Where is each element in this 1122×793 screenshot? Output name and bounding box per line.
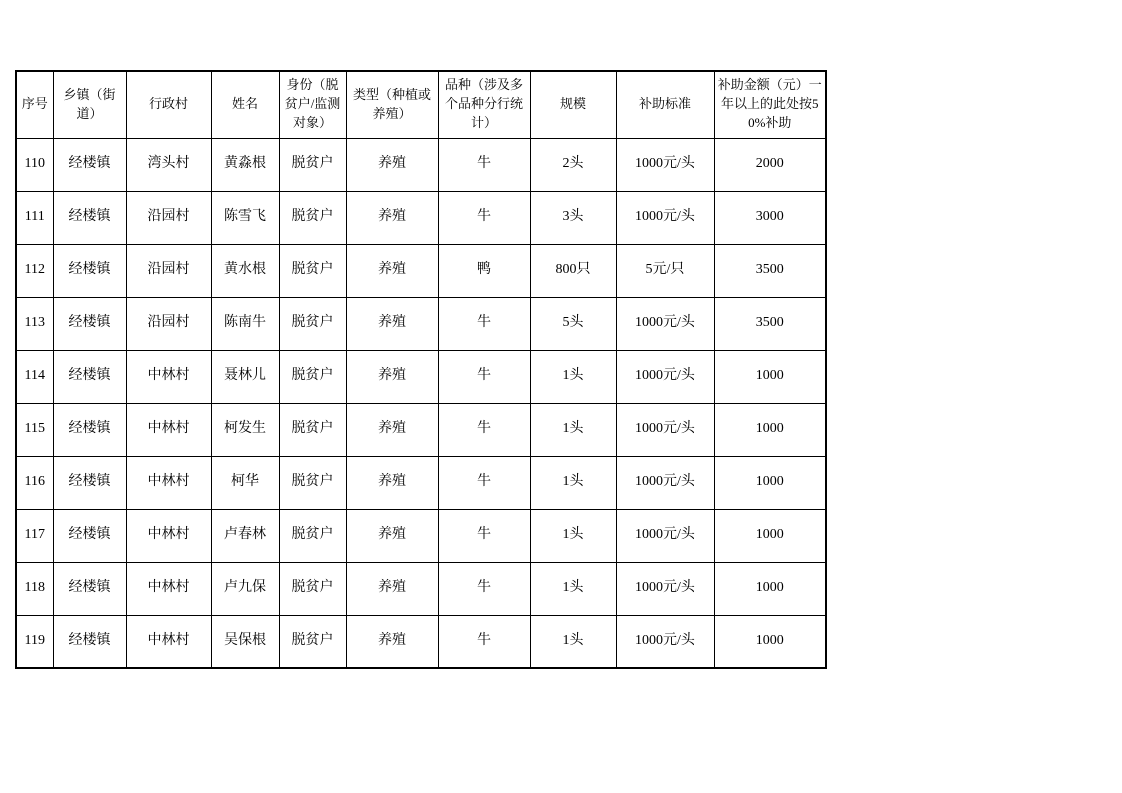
table-cell: 黄水根 [211,244,279,297]
table-cell: 119 [16,615,53,668]
table-cell: 3500 [714,244,826,297]
table-cell: 牛 [438,615,530,668]
table-cell: 养殖 [346,615,438,668]
table-row [16,138,826,191]
column-header-subsidy-standard: 补助标准 [616,71,714,138]
table-cell: 117 [16,509,53,562]
table-cell: 1000元/头 [616,615,714,668]
table-cell: 卢春林 [211,509,279,562]
table-cell: 牛 [438,456,530,509]
table-cell: 养殖 [346,403,438,456]
table-cell: 1000 [714,615,826,668]
table-cell: 5头 [530,297,616,350]
table-cell: 陈南牛 [211,297,279,350]
table-cell: 脱贫户 [279,509,346,562]
table-cell: 5元/只 [616,244,714,297]
table-cell: 2000 [714,138,826,191]
table-cell: 110 [16,138,53,191]
table-cell: 牛 [438,138,530,191]
table-cell: 沿园村 [126,297,211,350]
table-cell: 经楼镇 [53,403,126,456]
table-cell: 1000 [714,509,826,562]
table-row [16,403,826,456]
table-cell: 中林村 [126,615,211,668]
table-cell: 1000 [714,403,826,456]
table-cell: 1头 [530,456,616,509]
table-cell: 脱贫户 [279,403,346,456]
table-cell: 牛 [438,350,530,403]
table-cell: 养殖 [346,297,438,350]
table-row [16,509,826,562]
table-cell: 牛 [438,509,530,562]
table-cell: 115 [16,403,53,456]
table-cell: 养殖 [346,509,438,562]
table-cell: 鸭 [438,244,530,297]
table-cell: 脱贫户 [279,615,346,668]
table-row [16,244,826,297]
table-cell: 中林村 [126,509,211,562]
table-cell: 3000 [714,191,826,244]
table-cell: 经楼镇 [53,350,126,403]
table-row [16,615,826,668]
table-cell: 1000元/头 [616,191,714,244]
table-cell: 1头 [530,350,616,403]
table-cell: 1头 [530,562,616,615]
column-header-breed: 品种（涉及多个品种分行统计） [438,71,530,138]
table-cell: 沿园村 [126,191,211,244]
table-cell: 111 [16,191,53,244]
table-cell: 经楼镇 [53,297,126,350]
column-header-village: 行政村 [126,71,211,138]
table-cell: 1000元/头 [616,562,714,615]
table-cell: 牛 [438,403,530,456]
table-cell: 1000元/头 [616,456,714,509]
table-cell: 牛 [438,191,530,244]
table-cell: 经楼镇 [53,562,126,615]
table-cell: 3500 [714,297,826,350]
table-header [16,71,826,138]
table-cell: 1000元/头 [616,138,714,191]
table-cell: 养殖 [346,456,438,509]
table-cell: 陈雪飞 [211,191,279,244]
table-cell: 养殖 [346,350,438,403]
table-cell: 800只 [530,244,616,297]
column-header-identity: 身份（脱贫户/监测对象） [279,71,346,138]
table-cell: 吴保根 [211,615,279,668]
table-cell: 中林村 [126,350,211,403]
column-header-township: 乡镇（街道） [53,71,126,138]
table-cell: 116 [16,456,53,509]
table-cell: 经楼镇 [53,138,126,191]
table-body [16,138,826,668]
table-row [16,562,826,615]
table-cell: 卢九保 [211,562,279,615]
table-cell: 柯华 [211,456,279,509]
table-cell: 聂林儿 [211,350,279,403]
table-cell: 1000 [714,562,826,615]
table-cell: 2头 [530,138,616,191]
table-cell: 经楼镇 [53,244,126,297]
table-cell: 脱贫户 [279,138,346,191]
table-cell: 经楼镇 [53,509,126,562]
table-cell: 脱贫户 [279,562,346,615]
table-cell: 1头 [530,403,616,456]
table-cell: 经楼镇 [53,456,126,509]
table-cell: 1000 [714,456,826,509]
column-header-serial-number: 序号 [16,71,53,138]
table-cell: 113 [16,297,53,350]
table-row [16,191,826,244]
table-cell: 1头 [530,509,616,562]
table-cell: 脱贫户 [279,456,346,509]
table-cell: 脱贫户 [279,350,346,403]
table-cell: 脱贫户 [279,244,346,297]
column-header-name: 姓名 [211,71,279,138]
table-cell: 养殖 [346,191,438,244]
table-cell: 经楼镇 [53,615,126,668]
table-cell: 脱贫户 [279,297,346,350]
table-cell: 湾头村 [126,138,211,191]
table-row [16,350,826,403]
table-cell: 112 [16,244,53,297]
table-cell: 118 [16,562,53,615]
table-cell: 养殖 [346,244,438,297]
column-header-type: 类型（种植或养殖） [346,71,438,138]
table-cell: 1000元/头 [616,350,714,403]
column-header-subsidy-amount: 补助金额（元）一年以上的此处按50%补助 [714,71,826,138]
header-row [16,71,826,138]
table-cell: 柯发生 [211,403,279,456]
table-cell: 牛 [438,297,530,350]
table-cell: 沿园村 [126,244,211,297]
table-cell: 养殖 [346,138,438,191]
column-header-scale: 规模 [530,71,616,138]
table-cell: 经楼镇 [53,191,126,244]
table-cell: 中林村 [126,562,211,615]
table-cell: 牛 [438,562,530,615]
table-row [16,456,826,509]
table-cell: 中林村 [126,403,211,456]
table-cell: 养殖 [346,562,438,615]
table-cell: 黄淼根 [211,138,279,191]
table-cell: 1000元/头 [616,403,714,456]
table-cell: 1000元/头 [616,297,714,350]
table-cell: 1头 [530,615,616,668]
table-cell: 114 [16,350,53,403]
table-cell: 脱贫户 [279,191,346,244]
subsidy-table [15,70,827,669]
table-cell: 中林村 [126,456,211,509]
table-cell: 1000 [714,350,826,403]
table-cell: 1000元/头 [616,509,714,562]
table-row [16,297,826,350]
table-cell: 3头 [530,191,616,244]
